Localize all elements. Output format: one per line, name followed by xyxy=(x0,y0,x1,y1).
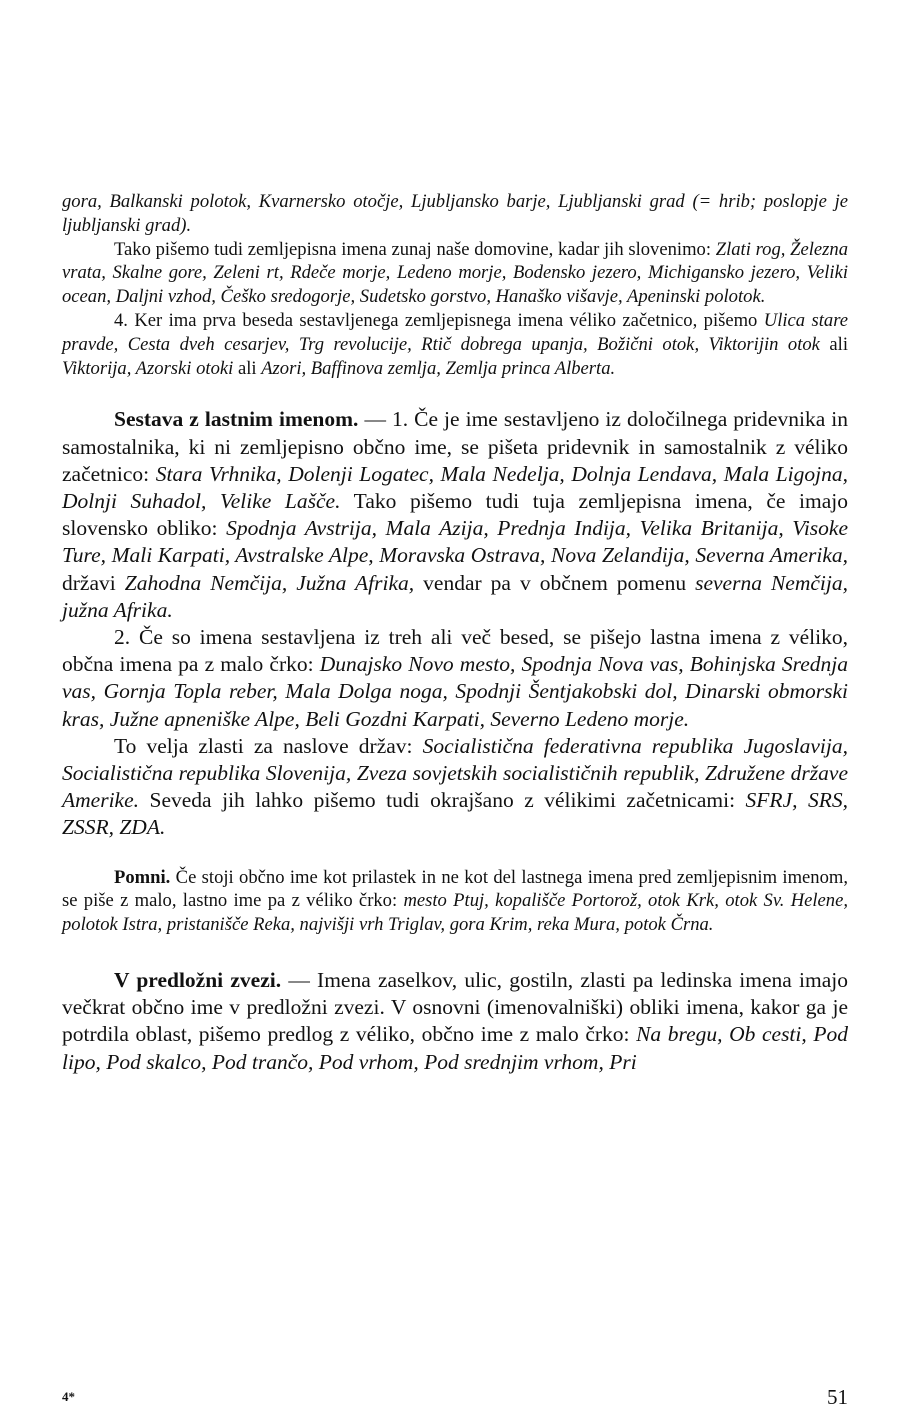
italic-example: mesto Ptuj, kopališče Portorož, otok Krk, otok Sv. Helene, polotok Istra, pristanišče Reka, najvišji vrh Triglav, gora Krim, reka Mura, potok Črna. xyxy=(62,890,848,936)
italic-example: Zlati rog, Železna vrata, Skalne gore, Zeleni rt, Rdeče morje, Ledeno morje, Bodensko jezero, Michigansko jezero, Veliki ocean, Daljni vzhod, Češko sredogorje, Sudetsko gorstvo, Hanaško višavje, Apeninski polotok. xyxy=(62,238,848,308)
page-body xyxy=(62,190,848,1076)
paragraph-prepositional xyxy=(62,967,848,1076)
section-proper-name xyxy=(62,406,848,841)
paragraph-text: vendar pa v občnem pomenu xyxy=(414,570,696,595)
italic-example: Viktorija, Azorski otoki xyxy=(62,357,234,379)
paragraph-text: — 1. Če je ime sestavljeno iz določilnega pridevnika in samostalnika, ki ni zemljepisno občno ime, se pišeta pridevnik in samostalnik z véliko začetnico: xyxy=(62,407,848,486)
continued-block xyxy=(62,190,848,380)
italic-example: gora, Balkanski polotok, Kvarnersko otočje, Ljubljansko barje, Ljubljanski grad (= hrib; poslopje je ljubljanski grad). xyxy=(62,191,848,236)
paragraph-rule-4 xyxy=(62,309,848,380)
italic-example: Azori, Baffinova zemlja, Zemlja princa Alberta. xyxy=(261,357,616,379)
signature-mark: 4* xyxy=(62,1389,75,1404)
page-number: 51 xyxy=(827,1385,848,1409)
paragraph-text: Če stoji občno ime kot prilastek in ne kot del lastnega imena pred zemljepisnim imenom, se piše z malo, lastno ime pa z véliko črko: xyxy=(62,866,848,912)
paragraph-text: ali xyxy=(819,333,848,355)
paragraph-text: Tako pišemo tudi zemljepisna imena zunaj naše domovine, kadar jih slovenimo: xyxy=(114,238,716,260)
italic-example: Spodnja Avstrija, Mala Azija, Prednja Indija, Velika Britanija, Visoke Ture, Mali Karpati, Avstralske Alpe, Moravska Ostrava, Nova Zelandija, Severna Amerika, xyxy=(62,516,848,568)
paragraph-text: To velja zlasti za naslove držav: xyxy=(114,733,423,758)
paragraph-states xyxy=(62,733,848,842)
paragraph-text: ali xyxy=(233,357,262,379)
paragraph-text: Seveda jih lahko pišemo tudi okrajšano z vélikimi začetnicami: xyxy=(139,788,746,813)
italic-example: Ulica stare pravde, Cesta dveh cesarjev, Trg revolucije, Rtič dobrega upanja, Božični otok, Viktorijin otok xyxy=(62,309,848,355)
section-heading: Sestava z lastnim imenom. xyxy=(114,407,359,432)
paragraph-note xyxy=(62,866,848,937)
paragraph-text: državi xyxy=(62,570,125,595)
section-heading: V predložni zvezi. xyxy=(114,968,282,993)
paragraph-text: — Imena zaselkov, ulic, gostiln, zlasti pa ledinska imena imajo večkrat občno ime v predložni zvezi. V osnovni (imenovalniški) obliki imena, kakor ga je potrdila oblast, pišemo predlog z véliko, občno ime z malo črko: xyxy=(62,968,848,1047)
italic-example: Socialistična federativna republika Jugoslavija, Socialistična republika Slovenija, Zveza sovjetskih socialističnih republik, Združene države Amerike. xyxy=(62,733,848,813)
paragraph-text: 2. Če so imena sestavljena iz treh ali več besed, se pišejo lastna imena z véliko, občna imena pa z malo črko: xyxy=(62,625,848,677)
paragraph-text: Tako pišemo tudi tuja zemljepisna imena, če imajo slovensko obliko: xyxy=(62,488,849,541)
italic-example: severna Nemčija, južna Afrika. xyxy=(62,570,848,622)
italic-example: Na bregu, Ob cesti, Pod lipo, Pod skalco, Pod trančo, Pod vrhom, Pod srednjim vrhom, Pri xyxy=(62,1022,848,1074)
italic-example: Dunajsko Novo mesto, Spodnja Nova vas, Bohinjska Srednja vas, Gornja Topla reber, Mala Dolga noga, Spodnji Šentjakobski dol, Dinarski obmorski kras, Južne apneniške Alpe, Beli Gozdni Karpati, Severno Ledeno morje. xyxy=(62,652,848,731)
paragraph-continuation xyxy=(62,190,848,238)
paragraph-text: 4. Ker ima prva beseda sestavljenega zemljepisnega imena véliko začetnico, pišemo xyxy=(114,309,764,331)
section-prepositional xyxy=(62,967,848,1076)
paragraph-foreign-names xyxy=(62,238,848,309)
paragraph-rule-2 xyxy=(62,624,848,733)
paragraph-rule-1 xyxy=(62,406,848,624)
note-label: Pomni. xyxy=(114,866,171,888)
italic-example: Zahodna Nemčija, Južna Afrika, xyxy=(124,570,415,595)
italic-example: SFRJ, SRS, ZSSR, ZDA. xyxy=(62,788,848,840)
italic-example: Stara Vrhnika, Dolenji Logatec, Mala Nedelja, Dolnja Lendava, Mala Ligojna, Dolnji Suhadol, Velike Lašče. xyxy=(62,461,849,513)
note-block xyxy=(62,866,848,937)
